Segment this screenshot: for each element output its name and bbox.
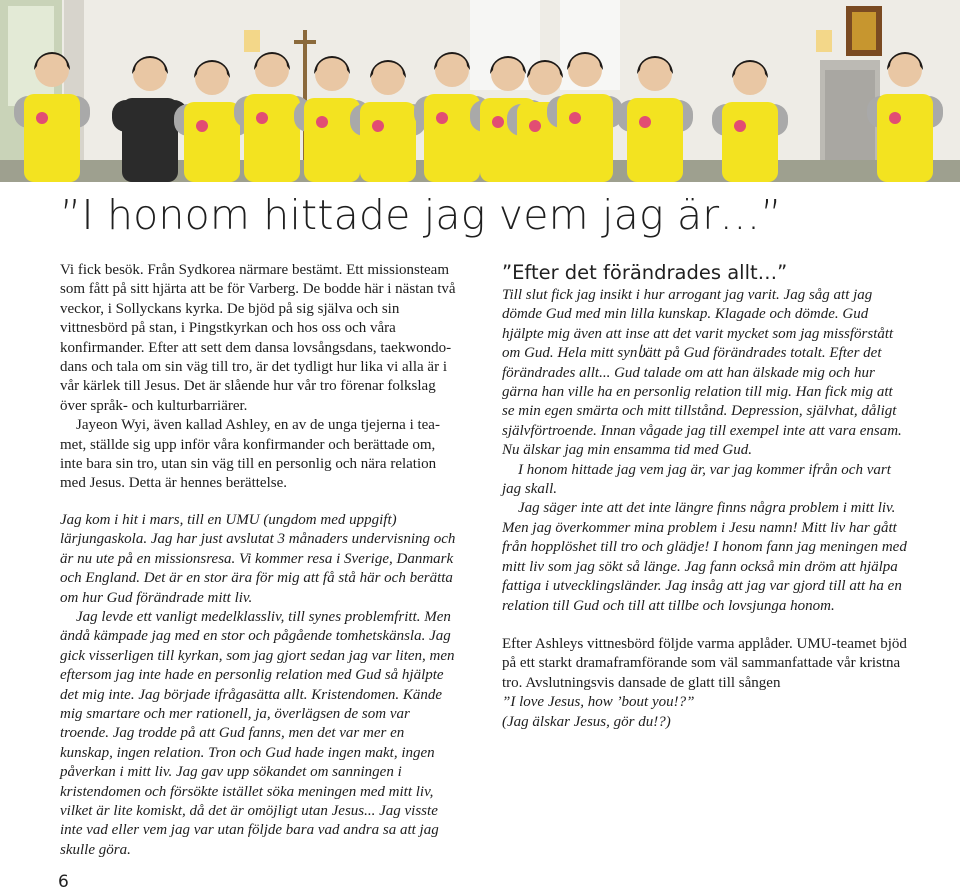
testimony-paragraph-5: Jag säger inte att det inte längre finns några problem i mitt liv. Men jag överkommer mina problem i Jesu namn! Mitt liv har gått från hopplöshet till tro och glädje! I honom fann jag meningen med mitt liv som jag sökt så länge. Jag fann också min dröm att hjälpa fattiga i utvecklingsländer. Jag insåg att jag var gjord till att ha en relation till Gud och till att tillbe och lovsjunga honom. <box>502 500 907 614</box>
paragraph-gap <box>502 616 907 635</box>
closing-paragraph: Efter Ashleys vittnesbörd följde varma applåder. UMU-teamet bjöd på ett starkt dramaframförande som väl sammanfattade vår kristna tro. Avslutningsvis dansade de glatt till sången <box>502 635 907 691</box>
testimony-paragraph-1: Jag kom i hit i mars, till en UMU (ungdom med uppgift) lärjungaskola. Jag har just avslutat 3 månaders undervisning och är nu ute på en missionsresa. Vi kommer resa i Sverige, Danmark och England. Det är en stor ära för mig att få stå här och berätta om hur Gud förändrade mitt liv. <box>60 511 456 606</box>
mission-team-photo <box>0 0 960 182</box>
testimony-paragraph-3: Till slut fick jag insikt i hur arrogant jag varit. Jag såg att jag dömde Gud med min lilla kunskap. Klagade och dömde. Gud hjälpte mig även att inse att det varit mycket som jag missförstått om Gud. Hela mitt synსätt på Gud förändrades totalt. Efter det förändrades allt... Gud talade om att han älskade mig och hur gärna han ville ha en personlig relation till mig. Han fick mig att se min egen smärta och mitt tillstånd. Depression, självhat, dåligt självförtroende. Innan vågade jag till exempel inte att vara ensam. Nu älskar jag min ensamma tid med Gud. <box>502 287 902 459</box>
left-column <box>60 261 456 860</box>
song-line-swedish: (Jag älskar Jesus, gör du!?) <box>502 713 671 730</box>
intro-paragraph-2: Jayeon Wyi, även kallad Ashley, en av de unga tjejerna i teamet, ställde sig upp inför våra konfirmander och berättade om, inte bara sin tro, utan sin väg till en personlig och nära relation med Jesus. Detta är hennes berättelse. <box>60 417 440 492</box>
testimony-paragraph-2: Jag levde ett vanligt medelklassliv, till synes problemfritt. Men ändå kämpade jag med en stor och pågående tomhetskänsla. Jag gick visserligen till kyrkan, som jag gjort sedan jag var liten, men eftersom jag inte hade en personlig relation med Gud så hjälpte det mig inte. Jag började ifrågasätta allt. Kristendomen. Kände mig smartare och mer rationell, ja, överlägsen de som var troende. Jag trodde på att Gud fanns, men det var mer en kunskap, ingen relation. Tron och Gud hade ingen makt, ingen påverkan i mitt liv. Jag gav upp sökandet om sanningen i kristendomen och försökte istället söka meningen med mitt liv, vilket är lite komiskt, då det är omöjligt utan Jesus... Jag visste inte vad eller vem jag var utan följde bara vad andra sa att jag skulle göra. <box>60 608 455 858</box>
section-subheading: ”Efter det förändrades allt…” <box>502 261 788 284</box>
intro-paragraph-1: Vi fick besök. Från Sydkorea närmare bestämt. Ett missionsteam som fått på sitt hjärta att be för Varberg. De bodde här i nästan två veckor, i Sollyckans kyrka. De bjöd på sig själva och sin vittnesbörd på stan, i Pingstkyrkan och hos oss och våra konfirmander. Efter att sett dem dansa lovsångsdans, taekwondo-dans och tala om sin väg till tro, är det tydligt hur lika vi alla är i vår kärlek till Jesus. Det är slående hur vår tro förenar folkslag över språk- och kulturbarriärer. <box>60 262 456 414</box>
page-number: 6 <box>58 872 69 892</box>
article-headline: ”I honom hittade jag vem jag är…” <box>60 191 782 239</box>
header-photo <box>0 0 960 182</box>
testimony-paragraph-4: I honom hittade jag vem jag är, var jag kommer ifrån och vart jag skall. <box>502 461 891 498</box>
paragraph-gap <box>60 494 456 511</box>
song-line-english: ”I love Jesus, how ’bout you!?” <box>502 694 695 711</box>
right-column <box>502 262 907 732</box>
